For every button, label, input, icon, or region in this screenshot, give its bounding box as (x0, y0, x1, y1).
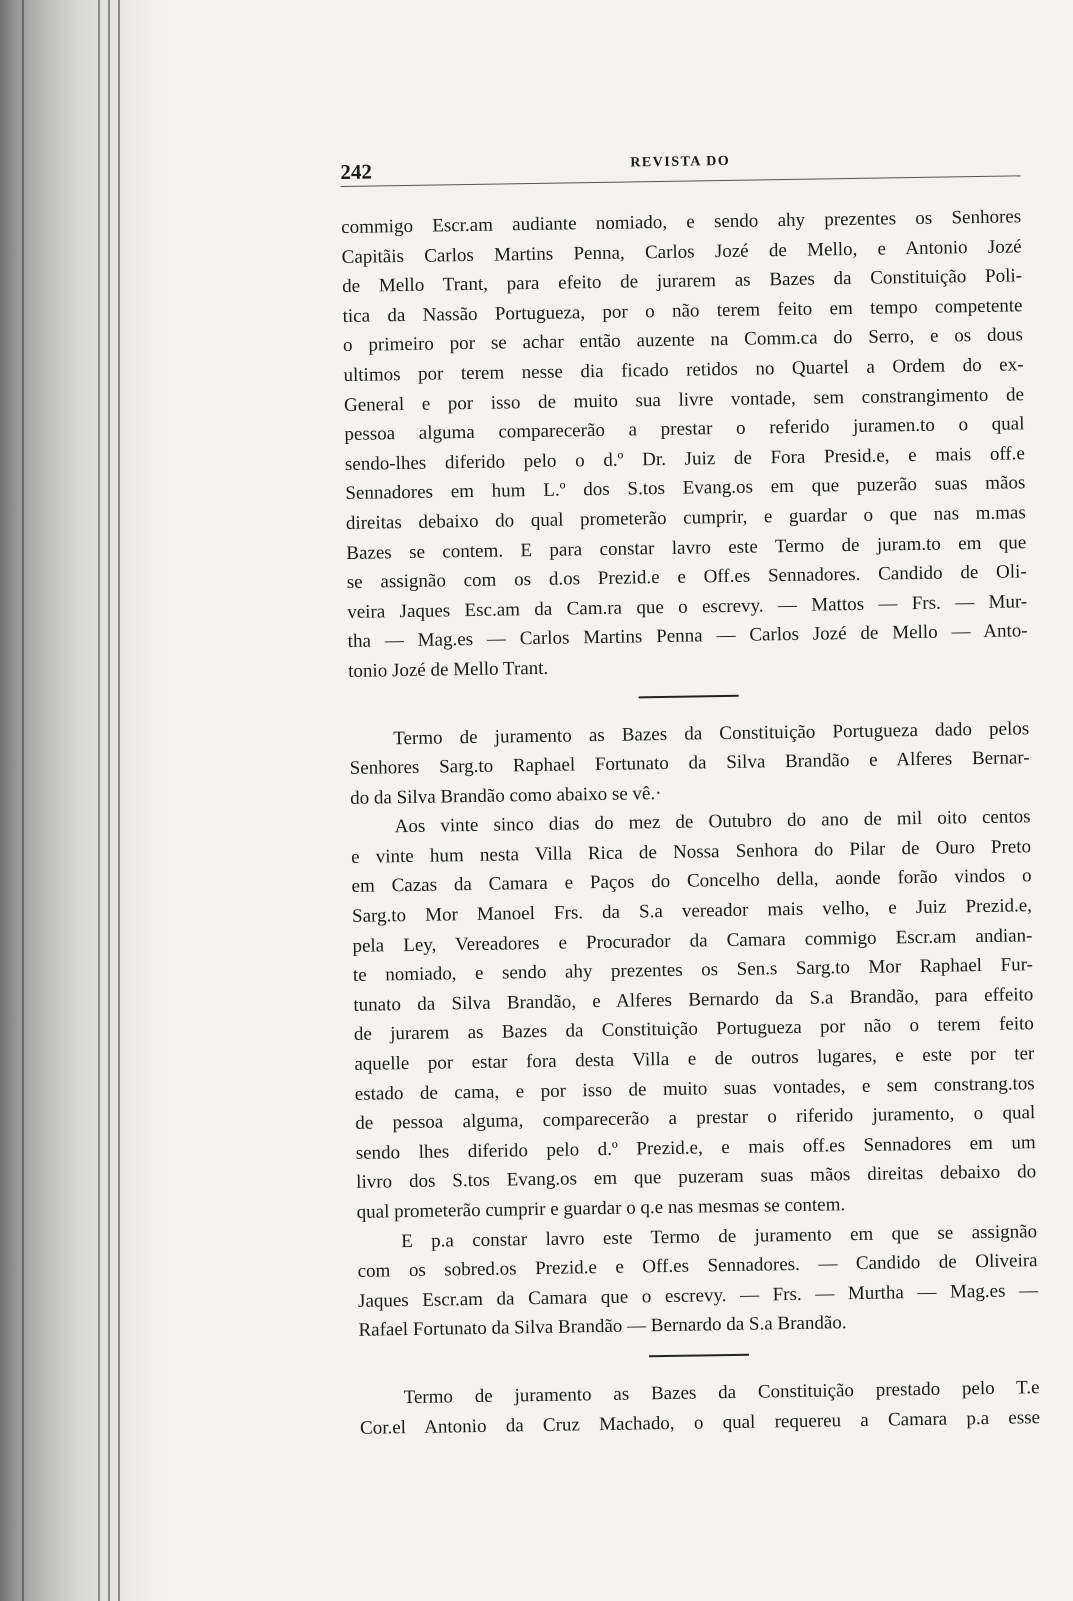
text-line: tonio Jozé de Mello Trant. (348, 657, 549, 682)
text-line: de jurarem as Bazes da Constituição Portugueza por não o terem feito (353, 1013, 1034, 1046)
text-line: se assignão com os d.os Prezid.e e Off.es Sennadores. Candido de Oli- (346, 561, 1027, 594)
text-line: e vinte hum nesta Villa Rica de Nossa Senhora do Pilar de Ouro Preto (350, 836, 1032, 868)
text-line: commigo Escr.am audiante nomiado, e sendo ahy prezentes os Senhores (341, 206, 1022, 238)
text-line: pela Ley, Vereadores e Procurador da Camara commigo Escr.am andian- (352, 924, 1033, 957)
binding-edge-line (22, 0, 24, 1601)
text-line: Aos vinte sinco dias do mez de Outubro do ano de mil oito centos (394, 806, 1031, 838)
text-line: Rafael Fortunato da Silva Brandão — Bernardo da S.a Brandão. (358, 1312, 847, 1342)
text-line: Cor.el Antonio da Cruz Machado, o qual requereu a Camara p.a esse (359, 1406, 1041, 1439)
text-line: com os sobred.os Prezid.e e Off.es Sennadores. — Candido de Oliveira (357, 1250, 1038, 1283)
text-line: Jaques Escr.am da Camara que o escrevy. — Frs. — Murtha — Mag.es — (357, 1279, 1039, 1312)
text-line: Sarg.to Mor Manoel Frs. da S.a vereador mais velho, e Juiz Prezid.e, (351, 895, 1033, 927)
running-title: REVISTA DO (630, 153, 731, 171)
binding-edge-line (118, 0, 120, 1601)
text-line: sendo lhes diferido pelo d.º Prezid.e, e mais off.es Sennadores em um (355, 1132, 1036, 1164)
text-line: pessoa alguma comparecerão a prestar o referido juramen.to o qual (344, 413, 1025, 446)
page-body (341, 202, 1040, 1443)
text-line: veira Jaques Esc.am da Cam.ra que o escrevy. — Mattos — Frs. — Mur- (347, 590, 1028, 623)
binding-edge-line (108, 0, 110, 1601)
text-line: direitas debaixo do qual prometerão cumprir, e guardar o que nas m.mas (345, 502, 1026, 534)
text-line: sendo-lhes diferido pelo o d.º Dr. Juiz de Fora Presid.e, e mais off.e (344, 443, 1026, 475)
text-line: te nomiado, e sendo ahy prezentes os Sen.s Sarg.to Mor Raphael Fur- (352, 954, 1034, 987)
paragraph (350, 803, 1036, 1228)
text-line: aquelle por estar fora desta Villa e de outros lugares, e este por ter (354, 1043, 1035, 1075)
text-line: tica da Nassão Portugueza, por o não terem feito em tempo competente (342, 295, 1023, 327)
text-line: Termo de juramento as Bazes da Constituição Portugueza dado pelos (393, 717, 1030, 749)
text-line: E p.a constar lavro este Termo de juramento em que se assignão (400, 1220, 1038, 1252)
text-line: Sennadores em hum L.º dos S.tos Evang.os em que puzerão suas mãos (345, 472, 1026, 505)
section-title-paragraph (349, 714, 1030, 813)
text-line: Capitãis Carlos Martins Penna, Carlos Jozé de Mello, e Antonio Jozé (341, 235, 1022, 268)
binding-edge-line (98, 0, 100, 1601)
page-header (340, 139, 1020, 187)
text-line: ultimos por terem nesse dia ficado retidos no Quartel a Ordem do ex- (343, 354, 1024, 386)
text-line: de pessoa alguma, comparecerão a prestar o riferido juramento, o qual (355, 1102, 1036, 1135)
text-line: tunato da Silva Brandão, e Alferes Bernardo da S.a Brandão, para effeito (353, 984, 1034, 1016)
section-divider (639, 694, 739, 698)
section-divider (649, 1354, 749, 1358)
text-line: General e por isso de muito sua livre vontade, sem constrangimento de (343, 383, 1025, 416)
text-line: o primeiro por se achar então auzente na Comm.ca do Serro, e os dous (342, 324, 1024, 357)
text-line: estado de cama, e por isso de muito suas vontades, e sem constrang.tos (354, 1072, 1035, 1105)
page-number: 242 (340, 159, 373, 184)
text-line: Termo de juramento as Bazes da Constituição prestado pelo T.e (403, 1377, 1040, 1409)
text-line: qual prometerão cumprir e guardar o q.e nas mesmas se contem. (356, 1194, 846, 1223)
paragraph-continued (341, 202, 1028, 686)
text-line: Senhores Sarg.to Raphael Fortunato da Silva Brandão e Alferes Bernar- (349, 747, 1030, 780)
text-line: Bazes se contem. E para constar lavro este Termo de juram.to em que (346, 531, 1027, 564)
text-line: tha — Mag.es — Carlos Martins Penna — Carlos Jozé de Mello — Anto- (347, 620, 1028, 653)
book-page (340, 139, 1042, 1580)
book-binding-shadow (0, 0, 170, 1601)
text-line: livro dos S.tos Evang.os em que puzeram suas mãos direitas debaixo do (356, 1161, 1037, 1194)
text-line: do da Silva Brandão como abaixo se vê.· (350, 782, 662, 809)
text-line: de Mello Trant, para efeito de jurarem as Bazes da Constituição Poli- (341, 265, 1023, 298)
text-line: em Cazas da Camara e Paços do Concelho della, aonde forão vindos o (351, 865, 1032, 898)
section-title-paragraph (359, 1373, 1040, 1443)
paragraph (357, 1217, 1039, 1346)
